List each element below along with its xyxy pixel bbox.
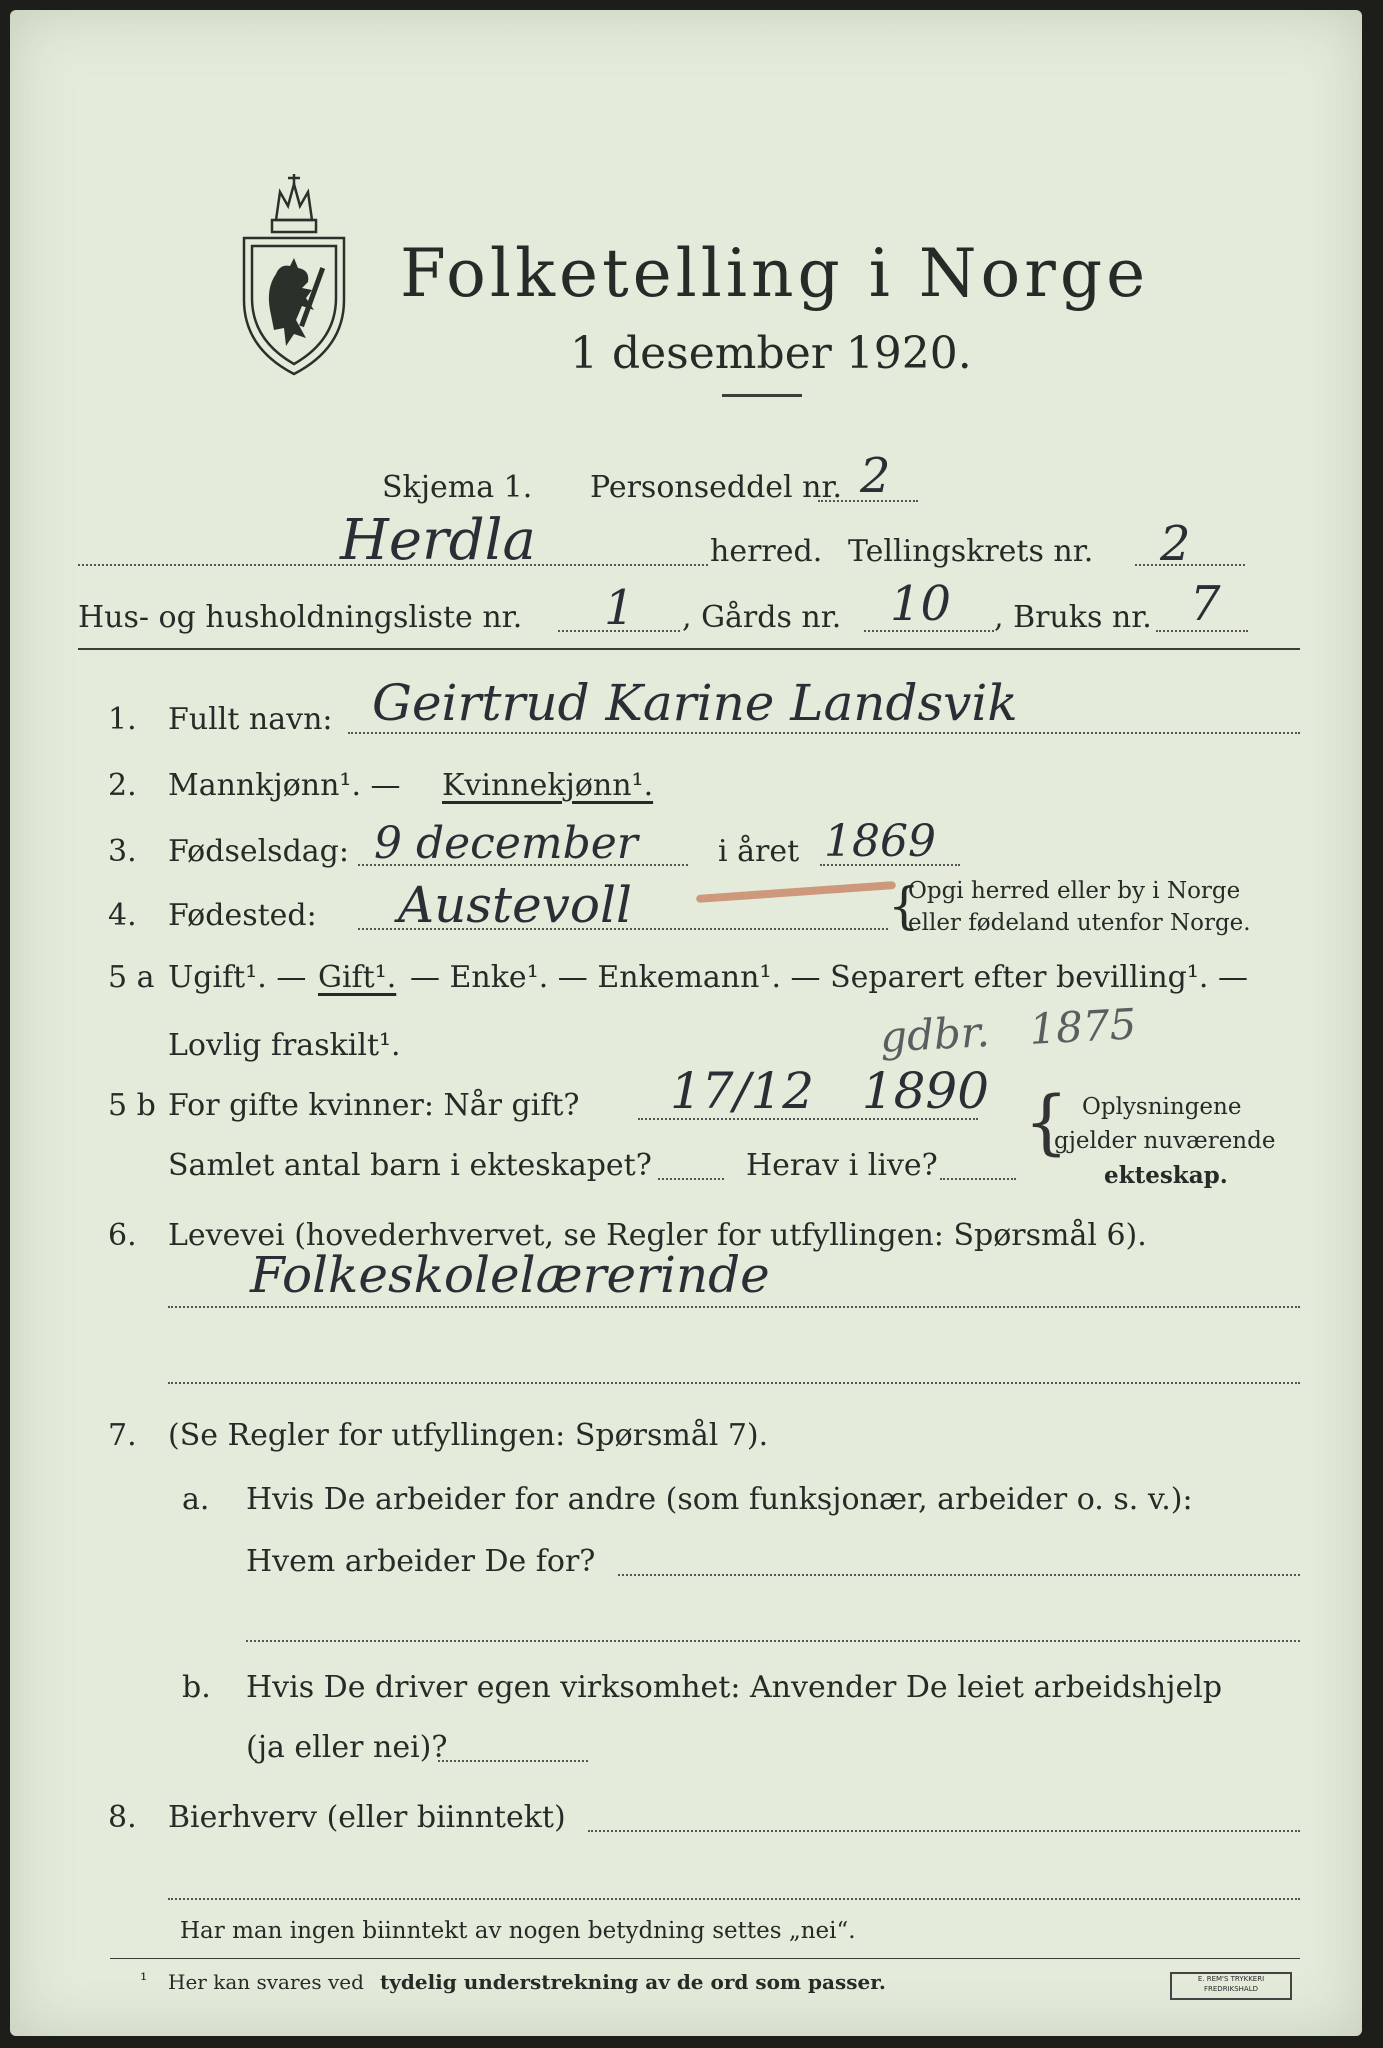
q4-note-line-1: Opgi herred eller by i Norge [908, 878, 1241, 904]
form-date: 1 desember 1920. [570, 328, 972, 379]
q8-label: Bierhverv (eller biinntekt) [168, 1800, 566, 1835]
tellingskrets-label: Tellingskrets nr. [848, 534, 1094, 569]
herred-value[interactable]: Herdla [340, 508, 536, 573]
q7a-line-2 [246, 1640, 1300, 1642]
q6-line-2 [168, 1382, 1300, 1384]
q5b-number: 5 b [108, 1088, 156, 1123]
q7b-sub: (ja eller nei)? [246, 1730, 448, 1765]
q5b-alive-line [940, 1178, 1016, 1180]
q4-brace: { [888, 877, 920, 935]
footnote-text-a: Her kan svares ved [168, 1970, 364, 1994]
q8-line-1 [588, 1830, 1300, 1832]
footer-divider [110, 1958, 1300, 1959]
q4-note-line-2: eller fødeland utenfor Norge. [908, 910, 1251, 936]
q7b-letter: b. [182, 1670, 211, 1705]
q2-male-option[interactable]: Mannkjønn¹. — [168, 768, 401, 803]
q5a-unmarried-option[interactable]: Ugift¹. — [168, 960, 307, 995]
tellingskrets-value[interactable]: 2 [1160, 516, 1191, 572]
q3-birth-year[interactable]: 1869 [824, 816, 936, 867]
skjema-label: Skjema 1. [382, 470, 533, 505]
hus-label: Hus- og husholdningsliste nr. [78, 600, 523, 635]
q7-number: 7. [108, 1418, 137, 1453]
gards-label: , Gårds nr. [682, 600, 842, 635]
q1-number: 1. [108, 702, 137, 737]
header-divider [78, 648, 1300, 650]
q1-full-name[interactable]: Geirtrud Karine Landsvik [372, 674, 1018, 732]
q5b-note-1: Oplysningene [1082, 1094, 1242, 1120]
q5b-label: For gifte kvinner: Når gift? [168, 1088, 580, 1123]
q5a-married-option[interactable]: Gift¹. [318, 960, 397, 995]
q2-number: 2. [108, 768, 137, 803]
q3-birthday[interactable]: 9 december [374, 818, 638, 869]
q3-number: 3. [108, 834, 137, 869]
q8-number: 8. [108, 1800, 137, 1835]
q5b-brace: { [1024, 1081, 1069, 1163]
bruks-value[interactable]: 7 [1190, 576, 1221, 632]
q3-label: Fødselsdag: [168, 834, 349, 869]
q5a-divorced-option[interactable]: Lovlig fraskilt¹. [168, 1028, 401, 1063]
q1-line [348, 732, 1300, 734]
stamp-line-1: E. REM'S TRYKKERI [1197, 1975, 1265, 1983]
q7a-line-1 [618, 1574, 1300, 1576]
bruks-label: , Bruks nr. [994, 600, 1152, 635]
footnote-text-b: tydelig understrekning av de ord som passer. [380, 1970, 886, 1994]
q5b-children-line [658, 1178, 724, 1180]
q7a-text: Hvis De arbeider for andre (som funksjonær, arbeider o. s. v.): [246, 1482, 1193, 1517]
q6-number: 6. [108, 1218, 137, 1253]
q5a-pencil-note: gdbr. 1875 [878, 999, 1138, 1062]
q5a-other-options[interactable]: — Enke¹. — Enkemann¹. — Separert efter bevilling¹. — [410, 960, 1248, 995]
coat-of-arms-icon [236, 170, 352, 378]
q5b-children-label: Samlet antal barn i ekteskapet? [168, 1148, 652, 1183]
gards-value[interactable]: 10 [890, 576, 952, 632]
q5b-note-3: ekteskap. [1104, 1162, 1228, 1189]
q5b-note-2: gjelder nuværende [1054, 1128, 1276, 1154]
q6-line-1 [168, 1306, 1300, 1308]
q8-line-2 [168, 1898, 1300, 1900]
q2-female-option[interactable]: Kvinnekjønn¹. [442, 768, 654, 803]
q4-label: Fødested: [168, 898, 317, 933]
hus-value[interactable]: 1 [604, 580, 635, 636]
q3-year-label: i året [718, 834, 800, 869]
personseddel-value[interactable]: 2 [860, 448, 891, 504]
q5b-marriage-date[interactable]: 17/12 1890 [670, 1062, 990, 1120]
printer-stamp [1170, 1972, 1292, 2000]
pencil-mark [696, 881, 896, 903]
q7a-sub: Hvem arbeider De for? [246, 1544, 596, 1579]
form-title: Folketelling i Norge [400, 235, 1150, 312]
q5a-number: 5 a [108, 960, 155, 995]
q7b-text: Hvis De driver egen virksomhet: Anvender De leiet arbeidshjelp [246, 1670, 1223, 1705]
q7-label: (Se Regler for utfyllingen: Spørsmål 7). [168, 1418, 769, 1453]
title-divider [722, 394, 802, 397]
personseddel-label: Personseddel nr. [590, 470, 843, 505]
census-form [10, 10, 1362, 2036]
q6-label: Levevei (hovederhvervet, se Regler for utfyllingen: Spørsmål 6). [168, 1218, 1147, 1253]
q7a-letter: a. [182, 1482, 210, 1517]
q5b-alive-label: Herav i live? [746, 1148, 938, 1183]
q6-occupation[interactable]: Folkeskolelærerinde [250, 1246, 770, 1304]
q1-label: Fullt navn: [168, 702, 333, 737]
footer-note: Har man ingen biinntekt av nogen betydning settes „nei“. [180, 1918, 856, 1944]
stamp-line-2: FREDRIKSHALD [1203, 1985, 1258, 1993]
q4-birthplace[interactable]: Austevoll [398, 876, 632, 934]
footnote-mark: ¹ [140, 1970, 148, 1991]
q4-number: 4. [108, 898, 137, 933]
herred-label: herred. [710, 534, 823, 569]
q7b-line [438, 1760, 588, 1762]
